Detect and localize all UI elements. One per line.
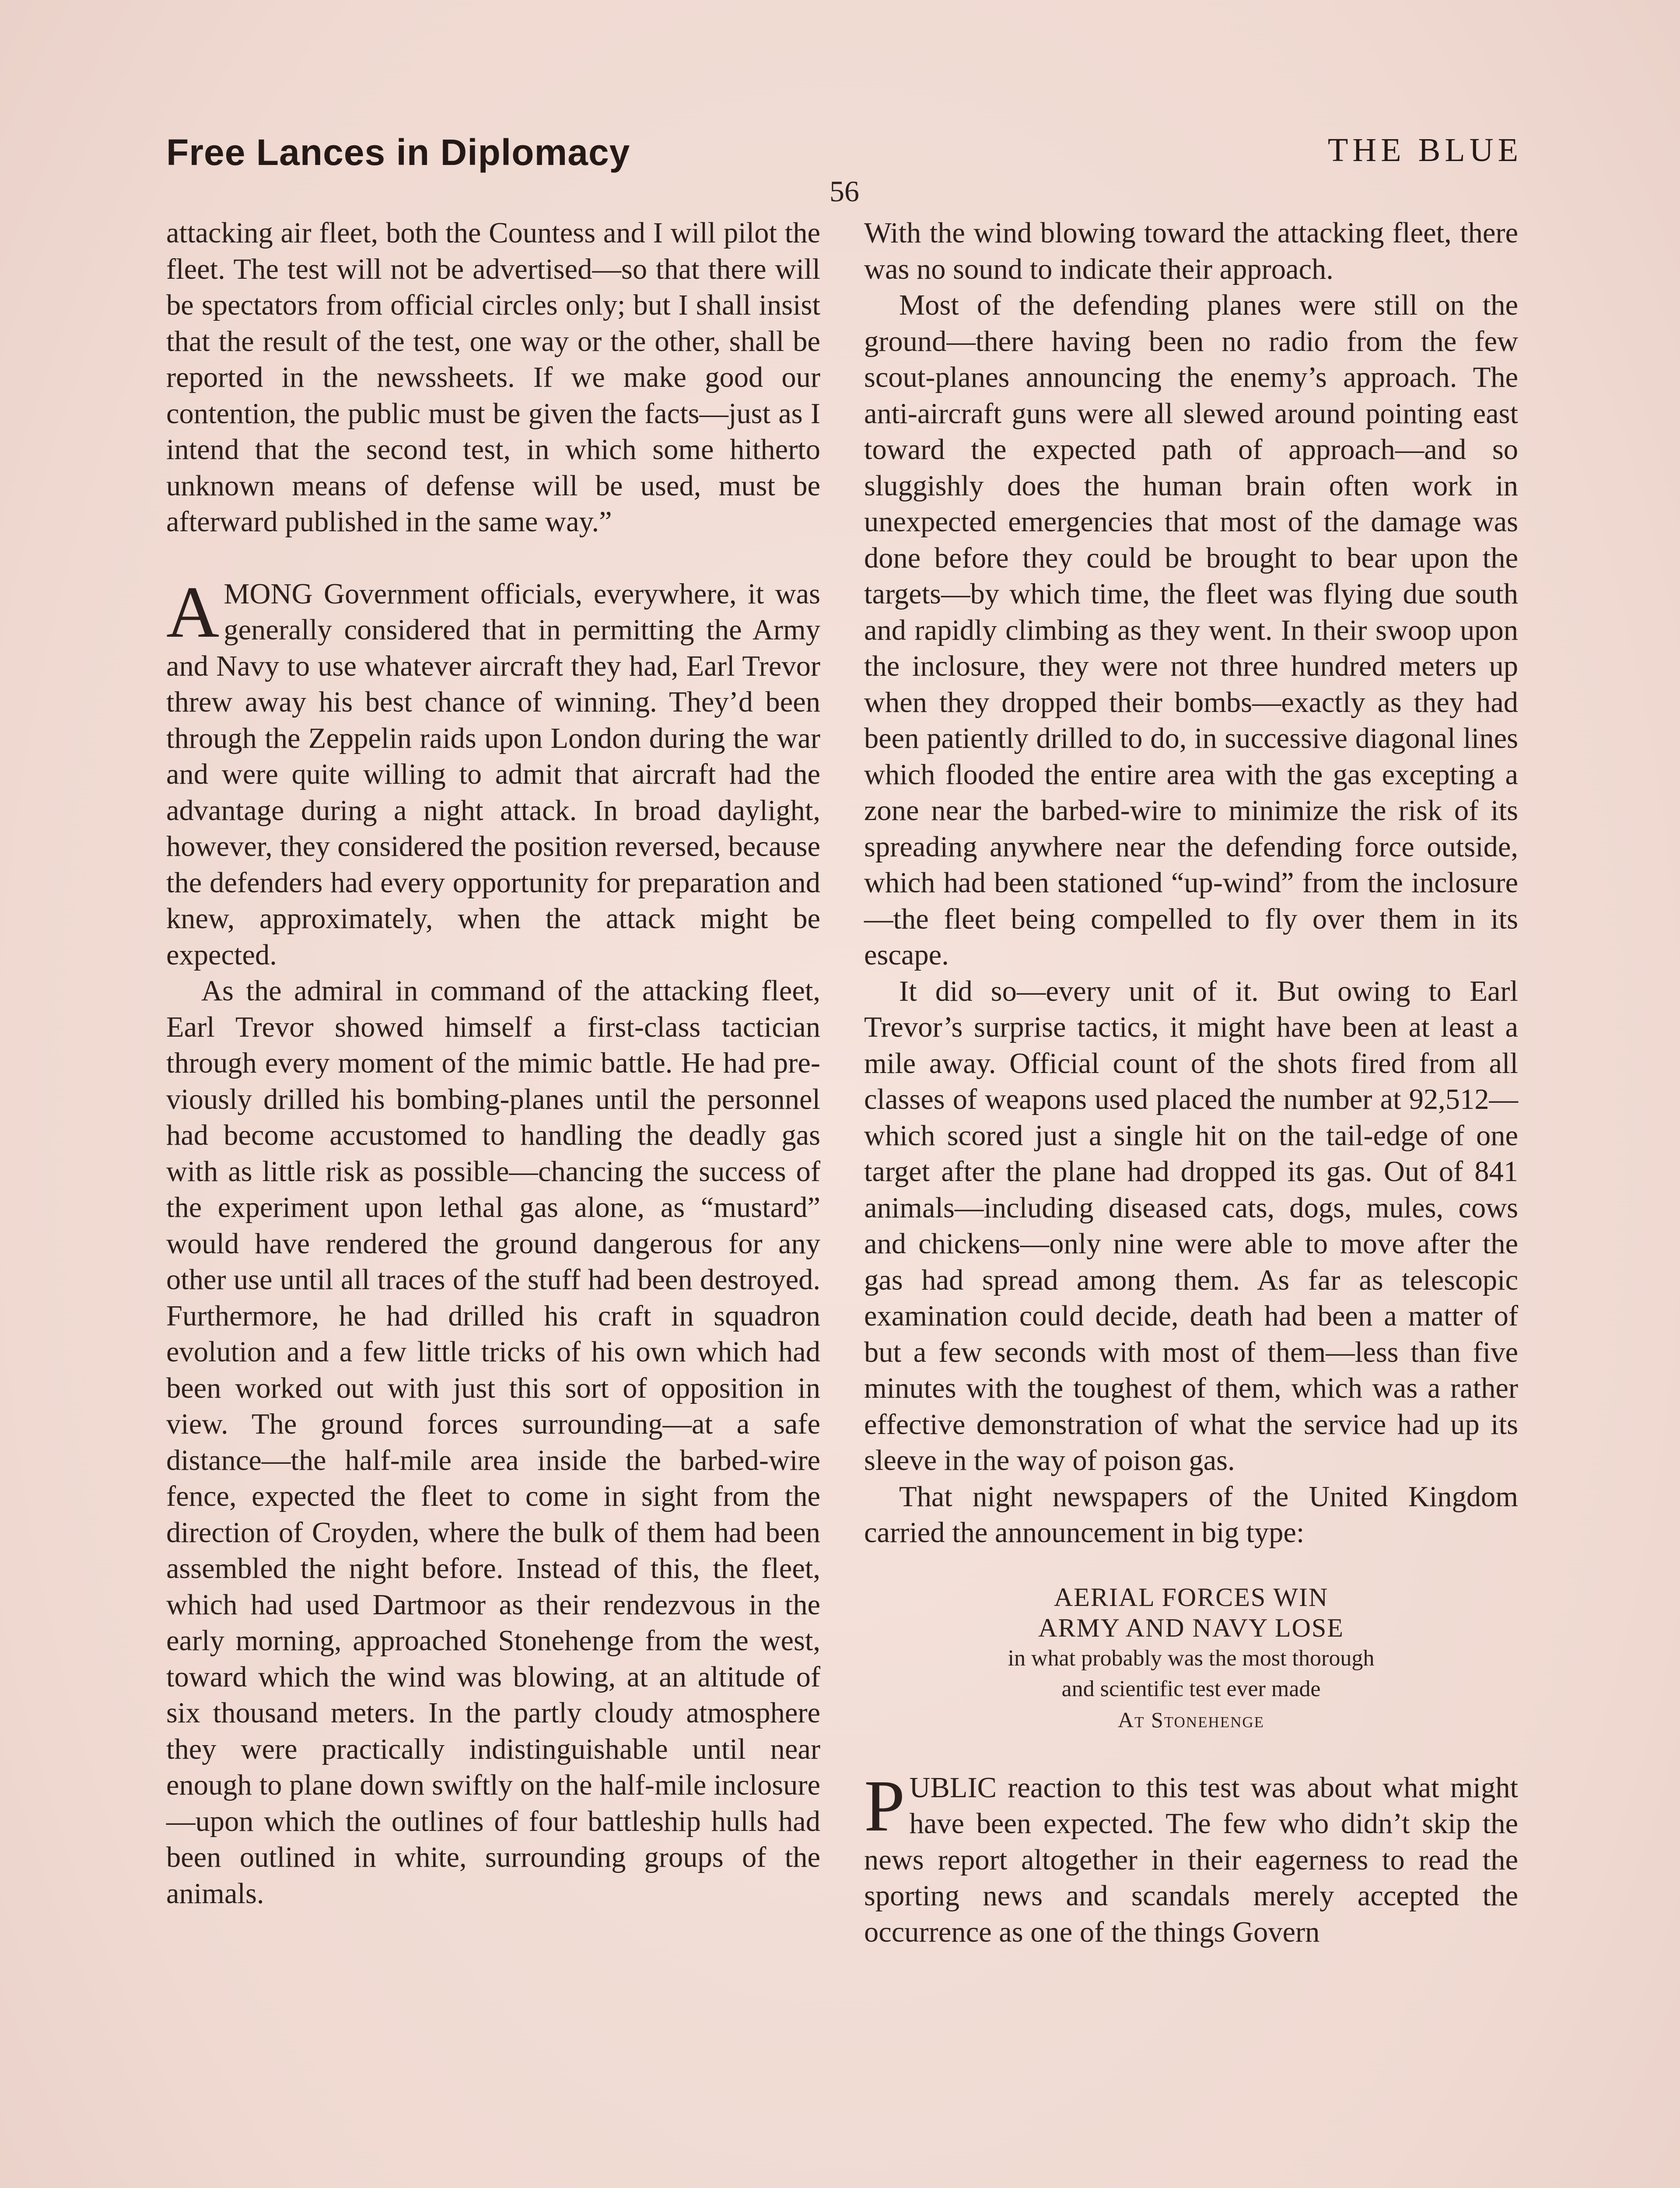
left-column <box>166 215 820 1912</box>
drop-cap: A <box>166 571 220 653</box>
paragraph: As the admiral in command of the attacking fleet, Earl Trevor showed himself a first-class tactician through every moment of the mimic battle. He had previously drilled his bombing-planes until the personnel had become accustomed to handling the deadly gas with as little risk as possible—chancing the success of the experiment upon lethal gas alone, as “mustard” would have rendered the ground dangerous for any other use until all traces of the stuff had been destroyed. Furthermore, he had drilled his craft in squadron evolution and a few little tricks of his own which had been worked out with just this sort of opposition in view. The ground forces surrounding—at a safe distance—the half-mile area inside the barbed-wire fence, expected the fleet to come in sight from the direction of Croyden, where the bulk of them had been assembled the night before. Instead of this, the fleet, which had used Dartmoor as their rendezvous in the early morning, approached Stonehenge from the west, toward which the wind was blowing, at an altitude of six thousand meters. In the partly cloudy atmosphere they were practically indistinguishable until near enough to plane down swiftly on the half-mile inclosure—upon which the outlines of four battleship hulls had been outlined in white, surrounding groups of the animals. <box>166 975 820 1910</box>
paragraph-public <box>864 1765 1518 1951</box>
paragraph-text: Government officials, everywhere, it was generally considered that in permitting the Army and Navy to use whatever aircraft they had, Earl Trevor threw away his best chance of winning. They’d been through the Zeppelin raids upon London during the war and were quite willing to admit that aircraft had the advantage during a night attack. In broad daylight, however, they considered the position reversed, because the defenders had every opportunity for preparation and knew, approximately, when the attack might be expected. <box>166 578 820 971</box>
story-title: Free Lances in Diplomacy <box>166 132 630 173</box>
lead-word: UBLIC <box>909 1771 997 1804</box>
headline-subline: and scientific test ever made <box>1061 1676 1321 1701</box>
headline-subline: in what probably was the most thorough <box>1008 1645 1375 1671</box>
headline-line: ARMY AND NAVY LOSE <box>1038 1613 1344 1642</box>
paragraph: Most of the defending planes were still on the ground—there having been no radio from the few scout-planes announcing the enemy’s approach. The anti-aircraft guns were all slewed around pointing east toward the expected path of approach—and so sluggishly does the human brain often work in unexpected emergencies that most of the damage was done before they could be brought to bear upon the targets—by which time, the fleet was flying due south and rapidly climbing as they went. In their swoop upon the inclosure, they were not three hundred meters up when they dropped their bombs—exactly as they had been patiently drilled to do, in successive diagonal lines which flooded the entire area with the gas excepting a zone near the barbed-wire to minimize the risk of its spreading anywhere near the defending force outside, which had been stationed “up-wind” from the inclosure—the fleet being compelled to fly over them in its escape. <box>864 289 1518 971</box>
lead-word: MONG <box>224 578 313 610</box>
paragraph: It did so—every unit of it. But owing to Earl Trevor’s surprise tactics, it might have been at least a mile away. Official count of the shots fired from all classes of weapons used placed the number at 92,512—which scored just a single hit on the tail-edge of one target after the plane had dropped its gas. Out of 841 animals—including diseased cats, dogs, mules, cows and chickens—only nine were able to move after the gas had spread among them. As far as telescopic examination could decide, death had been a matter of but a few seconds with most of them—less than five minutes with the toughest of them, which was a rather effective demonstration of what the service had up its sleeve in the way of poison gas. <box>864 975 1518 1476</box>
right-column <box>864 215 1518 1950</box>
paragraph: That night newspapers of the United Kingdom carried the announcement in big type: <box>864 1480 1518 1549</box>
magazine-name: THE BLUE <box>1327 132 1522 168</box>
headline-line: AERIAL FORCES WIN <box>1054 1582 1329 1612</box>
newspaper-headline <box>864 1582 1518 1735</box>
drop-cap: P <box>864 1765 905 1847</box>
page-number: 56 <box>830 175 859 208</box>
paragraph: attacking air fleet, both the Countess and I will pilot the fleet. The test will not be advertised—so that there will be spectators from official circles only; but I shall insist that the result of the test, one way or the other, shall be reported in the newssheets. If we make good our contention, the public must be given the facts—just as I intend that the second test, in which some hitherto unknown means of defense will be used, must be afterward published in the same way.” <box>166 217 820 538</box>
paragraph-text: reaction to this test was about what might have been expected. The few who didn’t skip the news report altogether in their eagerness to read the sporting news and scandals merely accepted the occurrence as one of the things Govern <box>864 1771 1518 1948</box>
headline-dateline: At Stonehenge <box>1117 1707 1265 1732</box>
paragraph-among <box>166 571 820 974</box>
paragraph: With the wind blowing toward the attacking fleet, there was no sound to indicate their approach. <box>864 217 1518 285</box>
